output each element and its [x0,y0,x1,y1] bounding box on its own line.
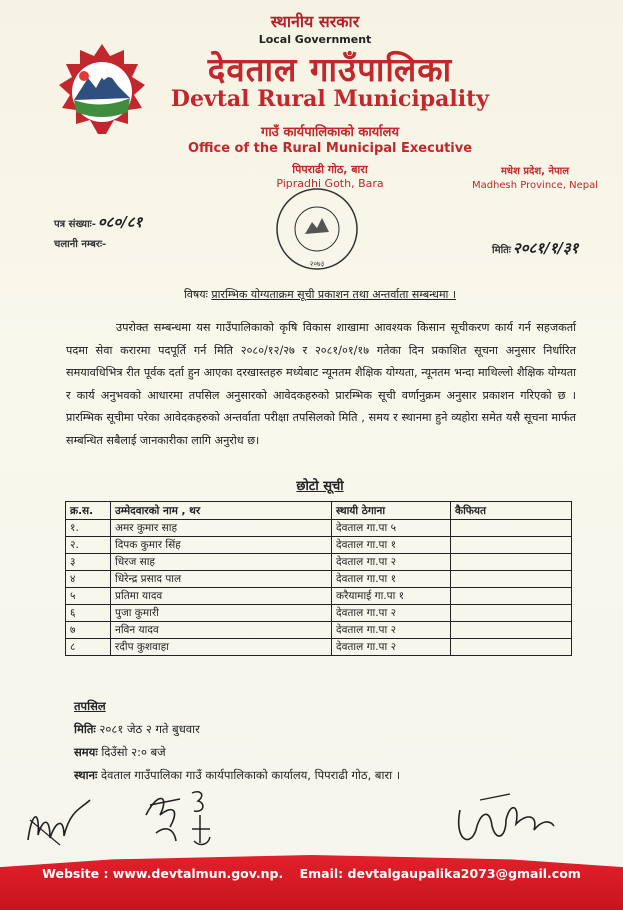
svg-text:२०७३: २०७३ [309,260,325,268]
cell-name: धिरज साह [111,554,332,571]
schedule-time-value: दिउँसो २:० बजे [101,745,166,759]
dispatch-number-row [54,236,106,250]
cell-address: देवताल गा.पा १ [332,571,451,588]
schedule-place-row [74,768,400,783]
short-list-title: छोटो सूची [296,479,344,494]
schedule-time-label: समयः [74,745,98,759]
table-row [66,639,572,656]
cell-serial: ३ [66,554,111,571]
cell-address: देवताल गा.पा २ [332,554,451,571]
footer-website[interactable]: Website : www.devtalmun.gov.np. [42,866,284,881]
local-gov-en: Local Government [258,33,372,46]
official-stamp [272,184,362,274]
cell-address: देवताल गा.पा २ [332,622,451,639]
candidate-table [65,501,572,656]
cell-address: देवताल गा.पा १ [332,537,451,554]
cell-remarks [451,571,572,588]
dispatch-number-label: चलानी नम्बरः- [54,239,107,250]
subject-label: विषयः [183,288,208,301]
municipality-title-np: देवताल गाउँपालिका [207,50,453,89]
table-row [66,520,572,537]
subject-text: प्रारम्भिक योग्यताक्रम सूची प्रकाशन तथा अन्तर्वाता सम्बन्धमा । [211,288,457,301]
cell-address: देवताल गा.पा ५ [332,520,451,537]
cell-name: अमर कुमार साह [111,520,332,537]
cell-remarks [451,554,572,571]
table-row [66,622,572,639]
schedule-place-label: स्थानः [74,768,98,782]
letter-number-label: पत्र संख्याः- [54,219,96,230]
cell-remarks [451,537,572,554]
cell-serial: ५ [66,588,111,605]
cell-name: पुजा कुमारी [111,605,332,622]
table-header-row [66,502,572,520]
schedule-date-value: २०८१ जेठ २ गते बुधवार [99,722,200,736]
cell-serial: ८ [66,639,111,656]
schedule-date-label: मितिः [74,722,96,736]
col-name: उम्मेदवारको नाम , थर [111,502,332,520]
cell-remarks [451,605,572,622]
footer-email[interactable]: Email: devtalgaupalika2073@gmail.com [299,866,581,881]
footer-contact [0,866,623,881]
table-row [66,588,572,605]
cell-name: दिपक कुमार सिंह [111,537,332,554]
footer-banner [0,855,623,910]
col-remarks: कैफियत [451,502,572,520]
cell-remarks [451,520,572,537]
table-row [66,571,572,588]
cell-serial: ६ [66,605,111,622]
cell-serial: १. [66,520,111,537]
cell-address: देवताल गा.पा २ [332,639,451,656]
col-serial: क्र.स. [66,502,111,520]
signature-3 [450,790,560,850]
cell-serial: ४ [66,571,111,588]
cell-address: करैयामाई गा.पा १ [332,588,451,605]
cell-address: देवताल गा.पा २ [332,605,451,622]
schedule-date-row [74,722,200,737]
letter-date-label: मितिः [492,245,511,256]
letter-number-row [54,212,142,232]
schedule-place-value: देवताल गाउँपालिका गाउँ कार्यपालिकाको कार्यालय, पिपराढी गोठ, बारा । [100,768,401,782]
signature-2 [140,785,230,850]
letter-body: उपरोक्त सम्बन्धमा यस गाउँपालिकाको कृषि विकास शाखामा आवश्यक किसान सूचीकरण कार्य गर्न सहजकर्ता पदमा सेवा करारमा पदपूर्ति गर्न मिति २०८०/१२/२७ र २०८१/०१/१७ गतेका दिन प्रकाशित सूचना अनुसार निर्धारित समयावधिभित्र रीत पूर्वक दर्ता हुन आएका दरखास्तहरु मध्येबाट न्यूनतम शैक्षिक योग्यता, न्यूनतम भन्दा माथिल्लो शैक्षिक योग्यता र कार्य अनुभवको आधारमा तपसिल अनुसारको आवेदकहरुको प्रारम्भिक सूची वर्णानुक्रम अनुसार प्रकाशन गरिएको छ । प्रारम्भिक सूचीमा परेका आवेदकहरुको अन्तर्वाता परीक्षा तपसिलको मिति , समय र स्थानमा हुने व्यहोरा समेत यसै सूचना मार्फत सम्बन्धित सबैलाई जानकारीका लागि अनुरोध छ। [66,321,576,447]
col-address: स्थायी ठेगाना [332,502,451,520]
letter-date-value: २०८१/१/३१ [512,239,579,257]
letter-date-row [492,238,578,258]
letter-subject [140,287,500,302]
province-en: Madhesh Province, Nepal [471,180,599,191]
cell-name: धिरेन्द्र प्रसाद पाल [111,571,332,588]
municipality-title-en: Devtal Rural Municipality [170,86,490,112]
signature-1 [20,790,100,850]
address-en: Pipradhi Goth, Bara [276,177,384,190]
office-name-en: Office of the Rural Municipal Executive [187,141,473,156]
cell-serial: ७ [66,622,111,639]
local-gov-np: स्थानीय सरकार [270,12,360,31]
province-np: मधेश प्रदेश, नेपाल [500,166,570,177]
cell-name: प्रतिमा यादव [111,588,332,605]
cell-remarks [451,588,572,605]
cell-remarks [451,622,572,639]
cell-remarks [451,639,572,656]
address-np: पिपराढी गोठ, बारा [292,163,368,176]
letter-number-value: ०८०/८१ [97,213,143,231]
schedule-time-row [74,745,166,760]
table-row [66,605,572,622]
office-name-np: गाउँ कार्यपालिकाको कार्यालय [261,125,399,140]
cell-serial: २. [66,537,111,554]
table-row [66,537,572,554]
cell-name: नविन यादव [111,622,332,639]
cell-name: रदीप कुशवाहा [111,639,332,656]
table-row [66,554,572,571]
municipality-logo [52,40,152,140]
schedule-heading: तपसिल [74,699,106,713]
